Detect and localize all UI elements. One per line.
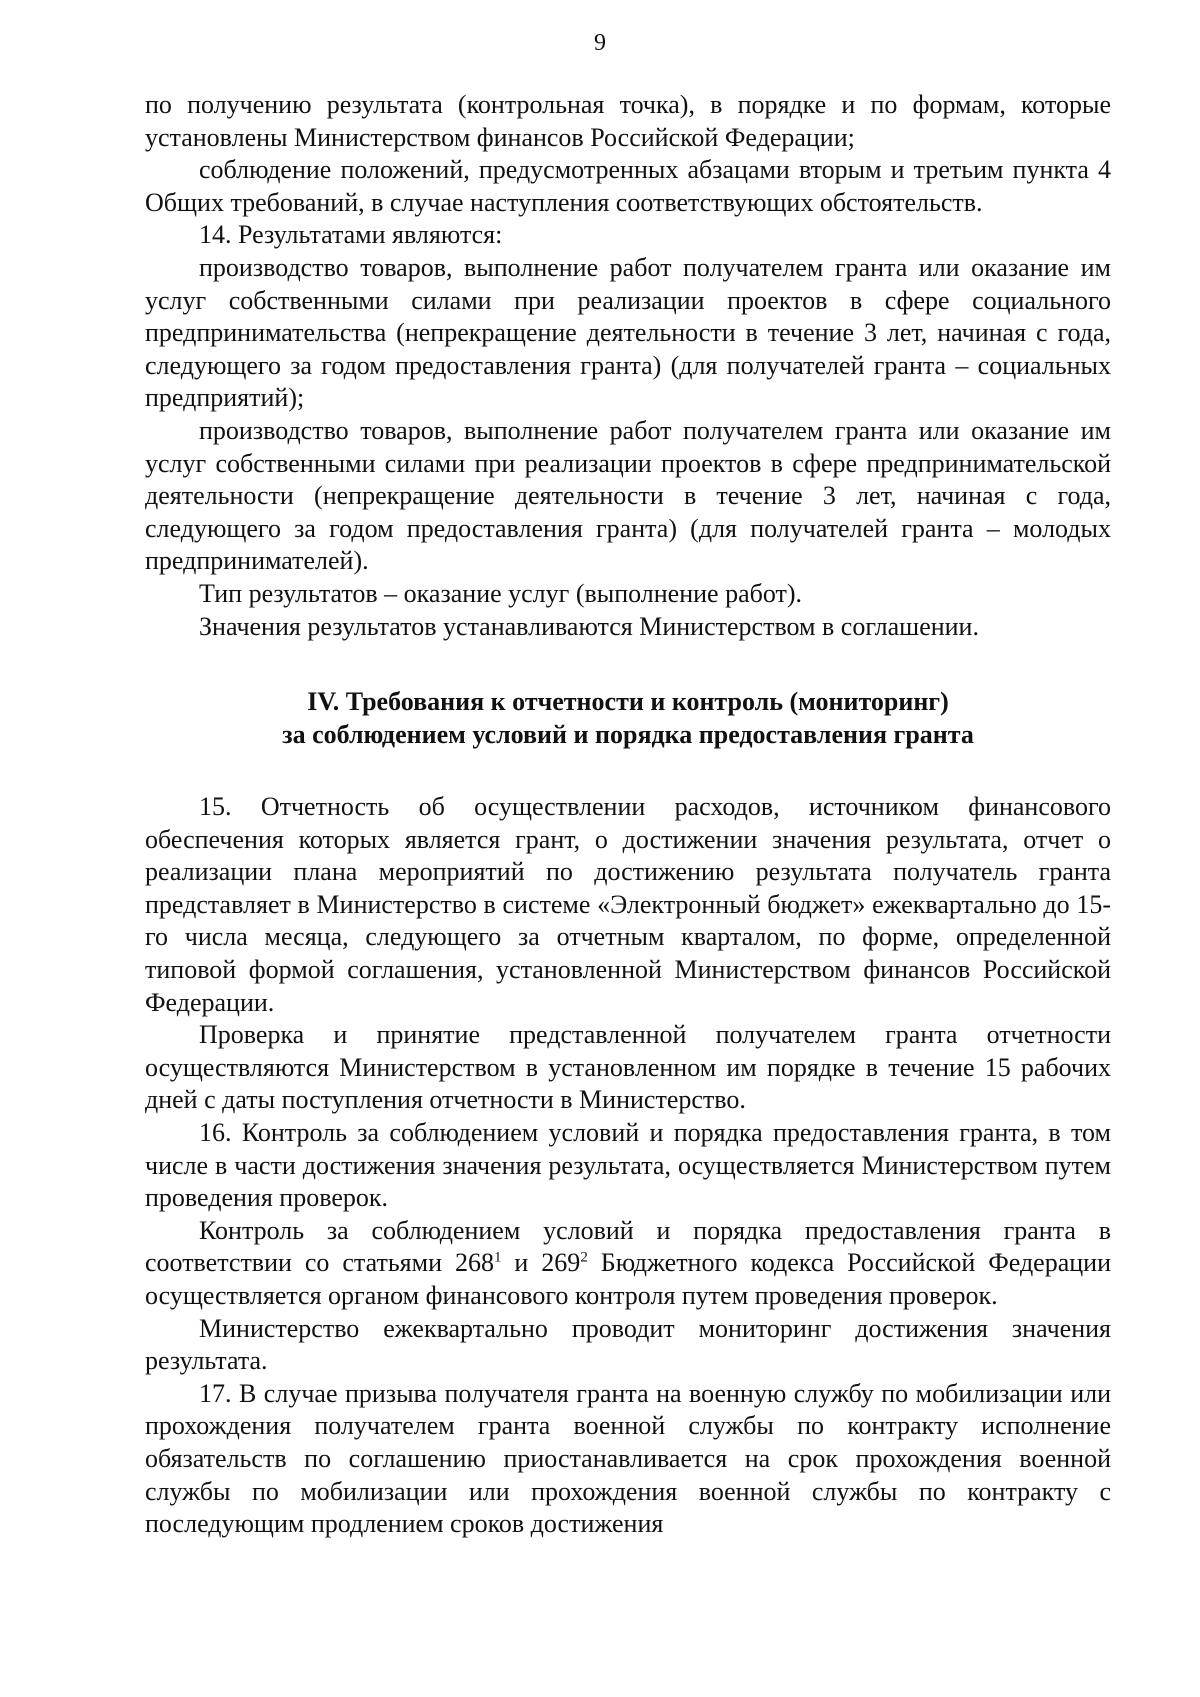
paragraph: 17. В случае призыва получателя гранта на военную службу по мобилизации или прохождения получателем гранта военной службы по контракту исполнение обязательств по соглашению приостанавливается на срок прохождения военной службы по мобилизации или прохождения военной службы по контракту с последующим продлением сроков достижения xyxy=(145,1378,1111,1539)
section-heading-line: за соблюдением условий и порядка предоставления гранта xyxy=(282,720,974,750)
text-span: Бюджетного кодекса Российской Федерации осуществляется органом финансового контроля путем проведения проверок. xyxy=(145,1248,1111,1310)
paragraph: Министерство ежеквартально проводит мониторинг достижения значения результата. xyxy=(145,1313,1111,1376)
paragraph: соблюдение положений, предусмотренных абзацами вторым и третьим пункта 4 Общих требований, в случае наступления соответствующих обстоятельств. xyxy=(145,155,1111,217)
superscript: 2 xyxy=(580,1249,588,1266)
paragraph: 14. Результатами являются: xyxy=(199,220,503,250)
paragraph: производство товаров, выполнение работ получателем гранта или оказание им услуг собственными силами при реализации проектов в сфере предпринимательской деятельности (непрекращение деятельности в течение 3 лет, начиная с года, следующего за годом предоставления гранта) (для получателей гранта – молодых предпринимателей). xyxy=(145,415,1111,576)
page-number: 9 xyxy=(594,30,606,56)
paragraph: 15. Отчетность об осуществлении расходов, источником финансового обеспечения которых является грант, о достижении значения результата, отчет о реализации плана мероприятий по достижению результата получатель гранта представляет в Министерство в системе «Электронный бюджет» ежеквартально до 15-го числа месяца, следующего за отчетным кварталом, по форме, определенной типовой формой соглашения, установленной Министерством финансов Российской Федерации. xyxy=(145,792,1111,1017)
superscript: 1 xyxy=(493,1249,502,1266)
text-span: и 269 xyxy=(501,1248,581,1278)
text-span: Контроль за соблюдением условий и порядка предоставления гранта в соответствии со статьями 268 xyxy=(145,1215,1111,1278)
paragraph: производство товаров, выполнение работ получателем гранта или оказание им услуг собственными силами при реализации проектов в сфере социального предпринимательства (непрекращение деятельности в течение 3 лет, начиная с года, следующего за годом предоставления гранта) (для получателей гранта – социальных предприятий); xyxy=(145,252,1111,413)
paragraph-with-footnotes xyxy=(145,1215,1111,1313)
paragraph: 16. Контроль за соблюдением условий и порядка предоставления гранта, в том числе в части достижения значения результата, осуществляется Министерством путем проведения проверок. xyxy=(145,1118,1111,1213)
section-heading-line: IV. Требования к отчетности и контроль (мониторинг) xyxy=(307,687,949,717)
document-body xyxy=(145,89,1111,1541)
paragraph: по получению результата (контрольная точка), в порядке и по формам, которые установлены Министерством финансов Российской Федерации; xyxy=(145,90,1111,152)
section-heading xyxy=(145,685,1111,751)
paragraph: Значения результатов устанавливаются Министерством в соглашении. xyxy=(199,611,979,641)
paragraph: Проверка и принятие представленной получателем гранта отчетности осуществляются Министерством в установленном им порядке в течение 15 рабочих дней с даты поступления отчетности в Министерство. xyxy=(145,1020,1111,1115)
paragraph: Тип результатов – оказание услуг (выполнение работ). xyxy=(199,578,803,608)
